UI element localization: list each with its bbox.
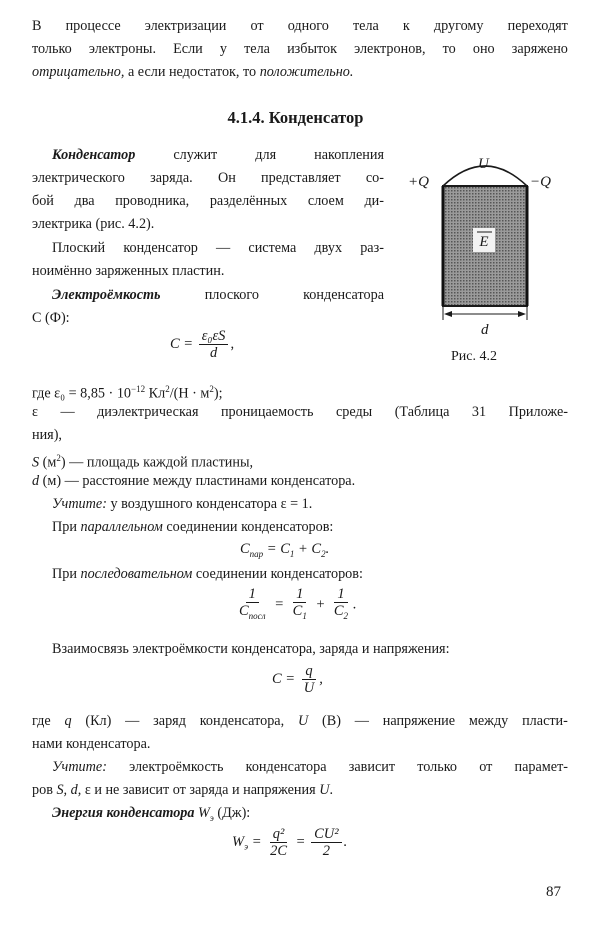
energy-line: Энергия конденсатора $W_э$ (Дж): — [52, 805, 251, 823]
def-line-1: Конденсатор служит для накопления — [52, 147, 384, 163]
cap-line-2: C (Ф): — [32, 310, 70, 326]
where-eps0-line: где $\varepsilon_0 = 8,85 \cdot 10^{-12}$ $Кл^2/(Н \cdot м^2)$; — [32, 384, 223, 402]
intro-line-1: В процессе электризации от одного тела к другому переходят — [32, 18, 568, 34]
where-s-line: S $(м^2)$ — площадь каждой пластины, — [32, 453, 254, 471]
def-line-2: электрического заряда. Он представляет со- — [32, 170, 384, 186]
formula-parallel: $C_{пар} = C_1 + C_2$. — [240, 541, 330, 559]
page-number: 87 — [546, 884, 561, 900]
relation-line: Взаимосвязь электроёмкости конденсатора, заряда и напряжения: — [52, 641, 450, 657]
where-d-line: d (м) — расстояние между пластинами конденсатора. — [32, 473, 356, 489]
where-q-line-1: где q (Кл) — заряд конденсатора, U (В) — напряжение между пласти- — [32, 713, 568, 729]
where-eps-line-1: ε — диэлектрическая проницаемость среды (Таблица 31 Приложе- — [32, 404, 568, 420]
def-line-3: бой два проводника, разделённых слоем ди- — [32, 193, 384, 209]
formula-capacitance: C = $\frac{\text{ε₀εS}}{d}$ , — [170, 328, 235, 361]
capacitor-figure — [400, 148, 570, 373]
note-air-line: Учтите: у воздушного конденсатора ε = 1. — [52, 496, 313, 512]
figure-caption: Рис. 4.2 — [451, 349, 497, 364]
voltage-label: U — [478, 156, 489, 172]
distance-label: d — [481, 322, 489, 338]
series-line: При последовательном соединении конденсаторов: — [52, 566, 363, 582]
formula-energy: $W_э$ = $\frac{\text{q²}}{2C}$ = $\frac{\text{CU²}}{2}$ . — [232, 826, 348, 859]
intro-line-2: только электроны. Если у тела избыток электронов, то оно заряжено — [32, 41, 568, 57]
intro-line-3: отрицательно, а если недостаток, то положительно. — [32, 64, 354, 80]
section-title: 4.1.4. Конденсатор — [227, 108, 364, 127]
def-line-4: электрика (рис. 4.2). — [32, 216, 155, 232]
arrow-left-icon — [444, 311, 452, 317]
where-q-line-2: нами конденсатора. — [32, 736, 151, 752]
minus-charge-label: −Q — [530, 174, 551, 190]
where-eps-line-2: ния), — [32, 427, 62, 443]
plus-charge-label: +Q — [408, 174, 429, 190]
field-label: E — [479, 234, 489, 250]
cap-line-1: Электроёмкость плоского конденсатора — [52, 287, 384, 303]
flat-line-2: ноимённо заряженных пластин. — [32, 263, 225, 279]
note-params-line-1: Учтите: электроёмкость конденсатора зависит только от парамет- — [52, 759, 568, 775]
parallel-line: При параллельном соединении конденсаторов: — [52, 519, 334, 535]
arrow-right-icon — [518, 311, 526, 317]
note-params-line-2: ров S, d, ε и не зависит от заряда и напряжения U. — [32, 782, 333, 798]
formula-charge: C = $\frac{q}{U}$ , — [272, 663, 323, 696]
formula-series: $\frac{1}{C_{посл}}$ = $\frac{1}{C_1}$ + $\frac{1}{C_2}$ . — [239, 586, 357, 621]
flat-line-1: Плоский конденсатор — система двух раз- — [52, 240, 384, 256]
